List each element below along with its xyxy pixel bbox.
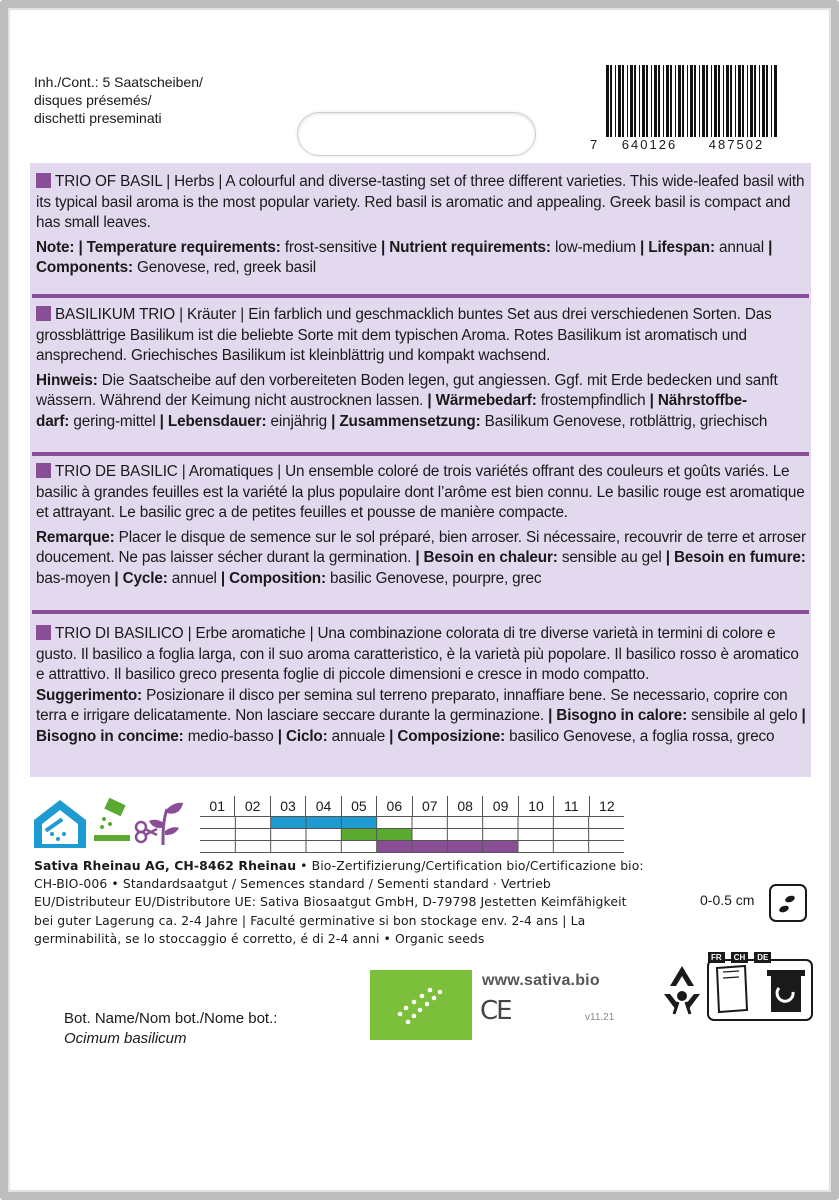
note-value: Posizionare il disco per semina sul terreno preparato, innaffiare bene. Se necessario, coprire con terra e irrigare delicatamente. Non lasciare seccare durante la germinazione. [36,686,788,724]
note-label: Remarque: [36,528,115,546]
section-title: BASILIKUM TRIO [55,306,176,323]
components-label: | Composition: [220,569,326,587]
section-marker [36,463,51,478]
eu-star [420,994,425,999]
calendar-bar-sowing-indoor [271,817,377,828]
lifespan-value: annual [714,238,769,256]
eu-star [412,1000,417,1005]
barcode-bar [702,65,705,137]
components-label: | Components: [36,238,773,276]
lifespan-label: | Lebensdauer: [159,412,267,430]
month-label: 07 [413,796,448,816]
month-label: 10 [519,796,554,816]
barcode-group-1: 640126 [606,137,693,152]
barcode-bar [651,65,652,137]
barcode-bar [675,65,676,137]
month-label: 01 [200,796,235,816]
barcode-bar [658,65,660,137]
nutrient-value: gering-mittel [69,412,160,430]
section-intro: | Aromatiques | Un ensemble coloré de trois variétés offrant des couleurs et goûts variés. Le basilic à grandes feuilles est la variété la plus populaire dont l’arôme est bien connu. Le basilic rouge est aromatique et attrayant. Le basilic grec a de petites feuilles et pousse de manière compacte. [36,463,805,521]
botanical-name: Ocimum basilicum [64,1030,187,1047]
barcode-bar [634,65,636,137]
section-intro: | Erbe aromatiche | Una combinazione colorata di tre diverse varietà in termini di colore e gusto. Il basilico a foglia larga, con il suo aroma caratteristico, è la varietà più popolare. Il basilico rosso è aromatico e attrattivo. Il basilico greco presenta foglie di piccole dimensioni e cresce in modo compatto. [36,625,799,683]
nutrient-label-cont: darf: [36,412,70,430]
contents-line: Inh./Cont.: 5 Saatscheiben/ [34,74,203,90]
month-label: 11 [554,796,589,816]
ce-mark: CE [480,996,511,1026]
nutrient-label: | Nutrient requirements: [381,238,551,256]
section-marker [36,173,51,188]
note-value: Placer le disque de semence sur le sol préparé, bien arroser. Si nécessaire, recouvrir de terre et arroser doucement. Ne pas laisser sécher durant la germination. [36,528,806,566]
country-ch: CH [731,952,749,963]
barcode-bar [723,65,724,137]
month-label: 06 [377,796,412,816]
website-link[interactable]: www.sativa.bio [482,972,600,989]
components-value: basilic Genovese, pourpre, grec [325,569,542,587]
section-marker [36,625,51,640]
calendar-months [200,796,624,816]
nutrient-value: medio-basso [183,727,278,745]
nutrient-label: | Bisogno in concime: [36,707,806,745]
eu-star [425,1002,430,1007]
section-english [36,172,806,279]
month-label: 02 [235,796,270,816]
section-intro: | Kräuter | Ein farblich und geschmacklich buntes Set aus drei verschiedenen Sorten. Das grossblättrige Basilikum ist die beliebte Sorte mit dem typischen Aroma. Rotes Basilikum ist aromatisch und ansprechend. Griechisches Basilikum ist kleinblättrig und kompakt wachsend. [36,306,772,364]
contents-line: disques présemés/ [34,92,152,108]
temperature-value: sensible au gel [557,549,666,566]
section-title: TRIO OF BASIL [55,173,163,190]
section-italian [36,624,806,747]
lifespan-value: einjährig [266,412,332,430]
eu-star [432,996,437,1001]
sowing-calendar [200,816,624,854]
note-value: Die Saatscheibe auf den vorbereiteten Boden legen, gut angiessen. Ggf. mit Erde bedecken und sanft wässern. Während der Keimung nicht austrocknen lassen. [36,371,778,409]
eu-organic-logo [370,970,472,1040]
barcode-bar [718,65,720,137]
barcode-bar [622,65,624,137]
version-code: v11.21 [585,1012,615,1023]
section-divider [32,610,809,614]
components-value: Genovese, red, greek basil [132,259,316,276]
temperature-label: | Bisogno in calore: [548,707,688,724]
nutrient-value: bas-moyen [36,569,115,587]
barcode-bar [742,65,744,137]
month-label: 09 [483,796,518,816]
barcode-bar [666,65,669,137]
barcode-group-2: 487502 [693,137,780,152]
barcode-bar [682,65,684,137]
barcode-bar [735,65,736,137]
eu-star [418,1008,423,1013]
temperature-value: frost-sensitive [280,238,382,256]
barcode-bar [754,65,756,137]
hang-slot [297,112,536,156]
eu-star [412,1014,417,1019]
components-label: | Composizione: [389,727,506,745]
section-title: TRIO DI BASILICO [55,625,184,642]
sowing-indoor-icon [30,796,90,852]
harvest-icon [133,795,185,850]
planting-out-icon [92,797,132,845]
nutrient-label: | Nährstoffbe- [649,392,747,409]
eu-star [406,1020,411,1025]
country-de: DE [754,952,771,963]
barcode-bar [687,65,688,137]
eu-star [398,1012,403,1017]
eu-star [428,988,433,993]
temperature-label: | Wärmebedarf: [427,392,537,409]
lifespan-label: | Cycle: [114,569,168,587]
lifespan-value: annuale [327,727,390,745]
barcode-number [590,137,780,152]
note-label: Note: [36,238,75,256]
lifespan-value: annuel [167,569,221,587]
section-title: TRIO DE BASILIC [55,463,178,480]
barcode-first-digit: 7 [590,137,600,152]
components-label: | Zusammensetzung: [331,412,481,430]
botanical-name-label: Bot. Name/Nom bot./Nome bot.: [64,1010,278,1027]
publisher-details: • Bio-Zertifizierung/Certification bio/Certificazione bio: CH-BIO-006 • Standardsaatgut / Semences standard / Sementi standard · Vertrieb EU/Distributeur EU/Distributore UE: Sativa Biosaatgut GmbH, D-79798 Jestetten Keimfähigkeit bei guter Lagerung ca. 2-4 Jahre | Faculté germinative si bon stockage env. 2-4 ans | La germinabilità, se lo stoccaggio é corretto, é di 2-4 anni • Organic seeds [34,858,644,946]
recycling-logo-icon [654,960,710,1016]
components-value: basilico Genovese, a foglia rossa, greco [505,727,775,745]
barcode-bar [670,65,672,137]
temperature-value: sensibile al gelo [687,707,802,724]
sowing-depth: 0-0.5 cm [700,892,755,908]
barcode-bar [747,65,748,137]
barcode-bar [654,65,657,137]
barcode-bar [615,65,616,137]
month-label: 08 [448,796,483,816]
month-label: 04 [306,796,341,816]
barcode-bar [750,65,753,137]
publisher-name: Sativa Rheinau AG, CH-8462 Rheinau [34,858,297,873]
section-divider [32,294,809,298]
barcode-bar [714,65,717,137]
barcode-bar [759,65,760,137]
barcode-bar [646,65,648,137]
barcode-bar [618,65,621,137]
contents-info [34,73,203,127]
month-label: 03 [271,796,306,816]
barcode-bar [639,65,640,137]
section-divider [32,452,809,456]
eu-star [438,990,443,995]
note-label: Hinweis: [36,371,98,389]
barcode-bar [706,65,708,137]
barcode-bar [730,65,732,137]
barcode-bar [627,65,628,137]
barcode-bar [766,65,768,137]
sowing-depth-icon [768,883,808,923]
barcode-bar [711,65,712,137]
country-fr: FR [708,952,725,963]
barcode-bar [694,65,696,137]
recycling-countries [708,952,771,963]
barcode-bar [738,65,741,137]
barcode-bar [663,65,664,137]
section-marker [36,306,51,321]
section-german [36,305,806,432]
section-intro: | Herbs | A colourful and diverse-tasting set of three different varieties. This wide-leafed basil with its typical basil aroma is the most popular variety. Red basil is aromatic and appealing. Greek basil is compact and has small leaves. [36,173,805,231]
lifespan-label: | Lifespan: [640,238,715,256]
lifespan-label: | Ciclo: [277,727,328,745]
temperature-label: | Besoin en chaleur: [415,549,558,566]
eu-star [404,1006,409,1011]
nutrient-value: low-medium [550,238,641,256]
barcode-bar [642,65,645,137]
temperature-value: frostempfindlich [536,392,650,409]
note-label: Suggerimento: [36,686,142,704]
contents-line: dischetti preseminati [34,110,162,126]
month-label: 12 [599,798,615,814]
barcode-bar [726,65,729,137]
barcode-bar [699,65,700,137]
publisher-info [34,857,644,948]
temperature-label: | Temperature requirements: [78,238,281,256]
month-label: 05 [342,796,377,816]
barcode-bar [630,65,633,137]
section-french [36,462,806,589]
components-value: Basilikum Genovese, rotblättrig, griechisch [480,412,768,430]
barcode-bar [678,65,681,137]
barcode-bar [762,65,765,137]
nutrient-label: | Besoin en fumure: [665,549,806,566]
